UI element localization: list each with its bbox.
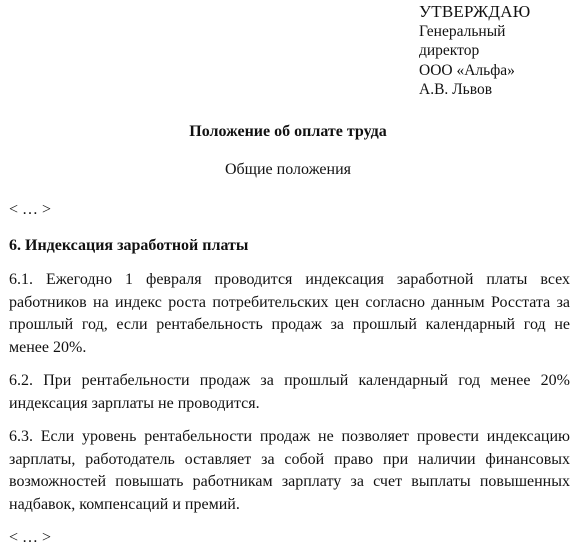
approval-company: ООО «Альфа» bbox=[419, 61, 515, 79]
paragraph-6-2: 6.2. При рентабельности продаж за прошлый календарный год менее 20% индексация зарплаты не проводится. bbox=[9, 372, 570, 412]
approval-position-line-2: директор bbox=[419, 42, 480, 59]
omission-marker-top: < … > bbox=[9, 201, 52, 218]
document-title: Положение об оплате труда bbox=[189, 123, 387, 140]
paragraph-6-3: 6.3. Если уровень рентабельности продаж не позволяет провести индексацию зарплаты, работодатель оставляет за собой право при наличии финансовых возможностей повышать работникам зарплату за счет выплаты повышенных надбавок, компенсаций и премий. bbox=[9, 428, 570, 513]
approval-signatory: А.В. Львов bbox=[419, 81, 493, 98]
document-subtitle: Общие положения bbox=[224, 161, 352, 178]
approval-position-line-1: Генеральный bbox=[419, 22, 506, 40]
paragraph-6-1: 6.1. Ежегодно 1 февраля проводится индексация заработной платы всех работников на индекс роста потребительских цен согласно данным Росстата за прошлый год, если рентабельность продаж за прошлый календарный год не менее 20%. bbox=[9, 271, 570, 356]
omission-marker-bottom: < … > bbox=[9, 529, 52, 546]
section-heading: 6. Индексация заработной платы bbox=[9, 237, 249, 254]
approval-heading: УТВЕРЖДАЮ bbox=[419, 2, 531, 21]
approval-block bbox=[419, 2, 569, 100]
